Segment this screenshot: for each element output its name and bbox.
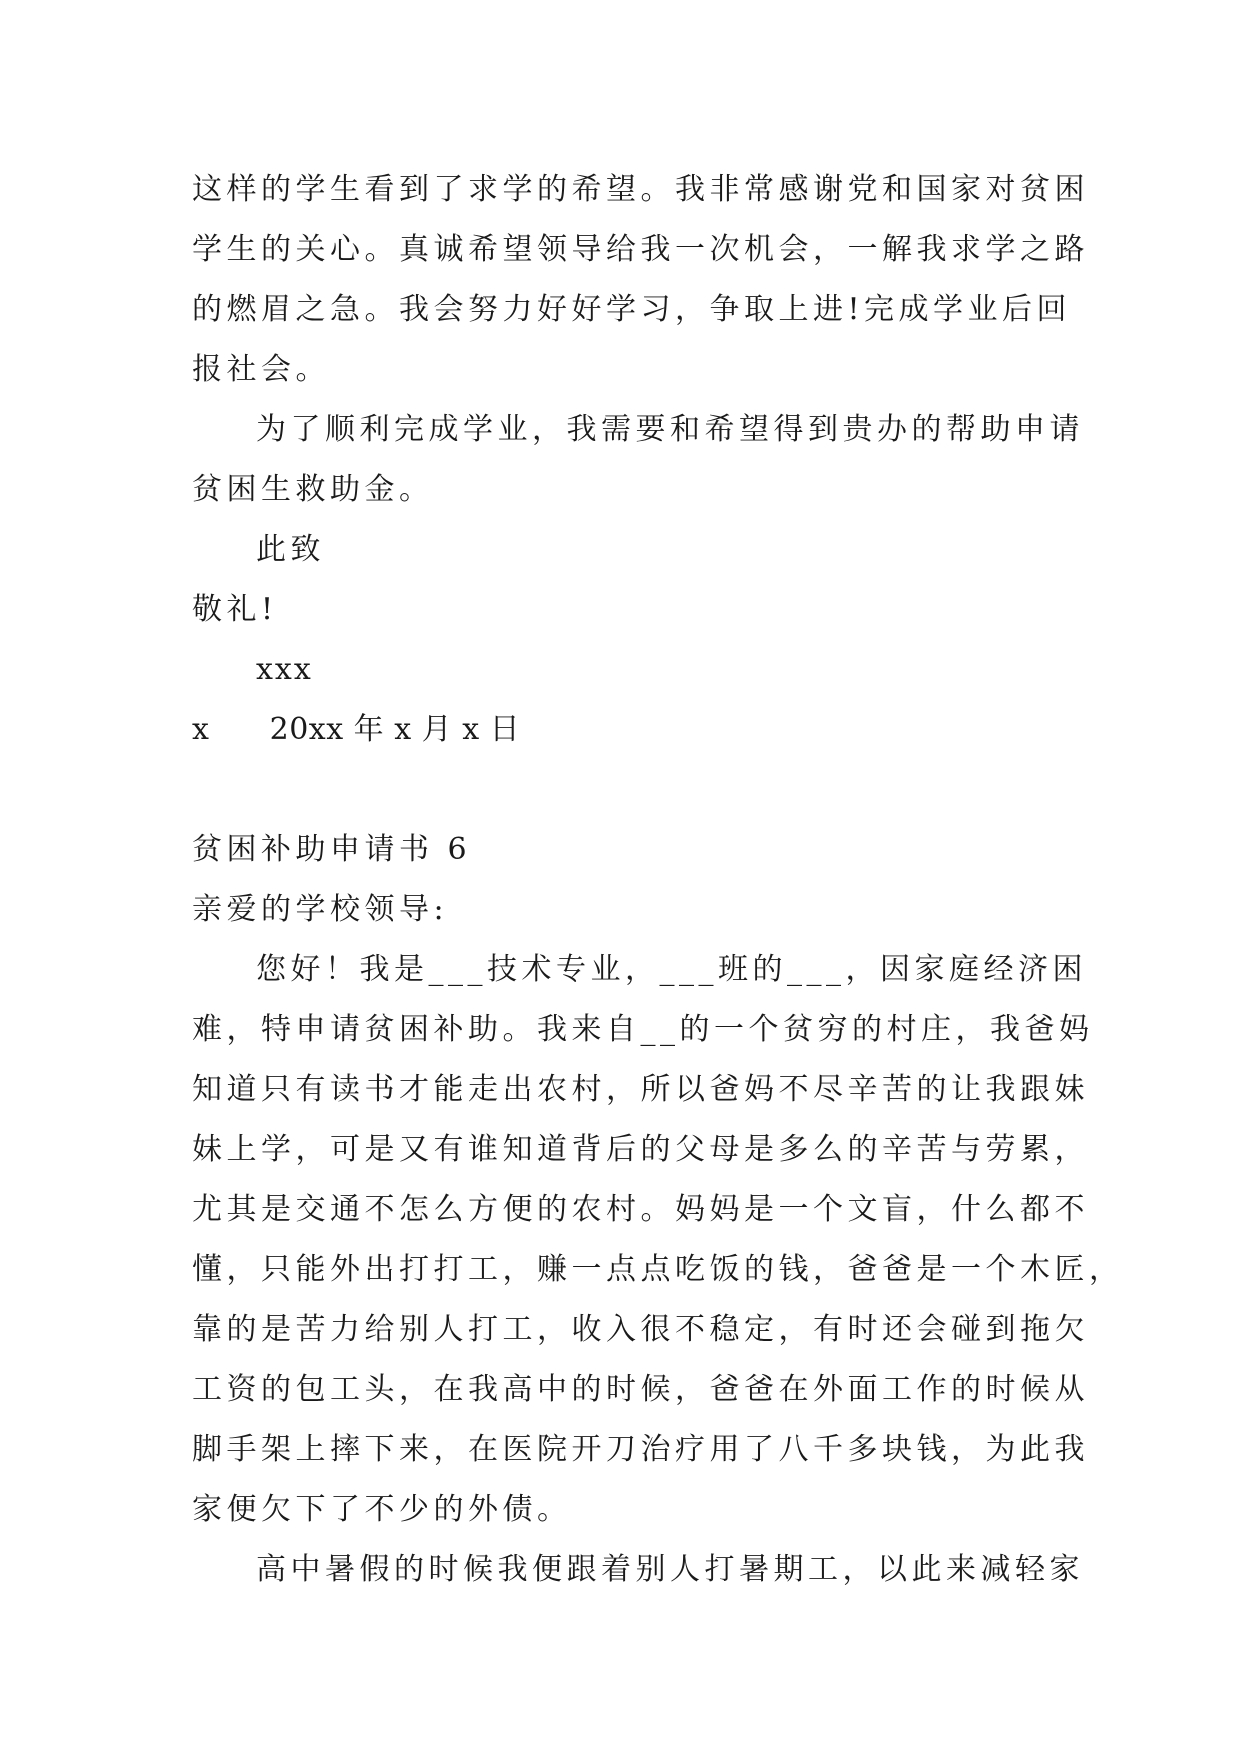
text-line: 贫困生救助金。 xyxy=(192,472,434,507)
section-title: 贫困补助申请书 6 xyxy=(192,832,472,867)
text-line: 知道只有读书才能走出农村，所以爸妈不尽辛苦的让我跟妹 xyxy=(192,1072,1089,1107)
text-line: 学生的关心。真诚希望领导给我一次机会，一解我求学之路 xyxy=(192,232,1089,267)
text-line: 脚手架上摔下来，在医院开刀治疗用了八千多块钱，为此我 xyxy=(192,1432,1089,1467)
text-line: 高中暑假的时候我便跟着别人打暑期工，以此来减轻家 xyxy=(256,1552,1084,1587)
greeting: 亲爱的学校领导: xyxy=(192,892,449,927)
text-line: 工资的包工头，在我高中的时候，爸爸在外面工作的时候从 xyxy=(192,1372,1089,1407)
text-line: 靠的是苦力给别人打工，收入很不稳定，有时还会碰到拖欠 xyxy=(192,1312,1089,1347)
text-line: 您好！我是___技术专业，___班的___，因家庭经济困 xyxy=(256,952,1087,987)
closing: 此致 xyxy=(256,532,325,567)
text-line: 报社会。 xyxy=(192,352,330,387)
text-line: 为了顺利完成学业，我需要和希望得到贵办的帮助申请 xyxy=(256,412,1084,447)
text-line: 这样的学生看到了求学的希望。我非常感谢党和国家对贫困 xyxy=(192,172,1089,207)
text-line: 家便欠下了不少的外债。 xyxy=(192,1492,572,1527)
text-line: 懂，只能外出打打工，赚一点点吃饭的钱，爸爸是一个木匠， xyxy=(192,1252,1124,1287)
document-page xyxy=(192,160,1124,1600)
text-line: 难，特申请贫困补助。我来自__的一个贫穷的村庄，我爸妈 xyxy=(192,1012,1094,1047)
date-line: x 20xx 年 x 月 x 日 xyxy=(192,712,521,747)
text-line: 的燃眉之急。我会努力好好学习，争取上进!完成学业后回 xyxy=(192,292,1072,327)
text-line: 妹上学，可是又有谁知道背后的父母是多么的辛苦与劳累， xyxy=(192,1132,1089,1167)
text-line: 尤其是交通不怎么方便的农村。妈妈是一个文盲，什么都不 xyxy=(192,1192,1089,1227)
signature: xxx xyxy=(256,652,313,687)
salutation: 敬礼! xyxy=(192,592,278,627)
spacer xyxy=(192,760,1062,820)
